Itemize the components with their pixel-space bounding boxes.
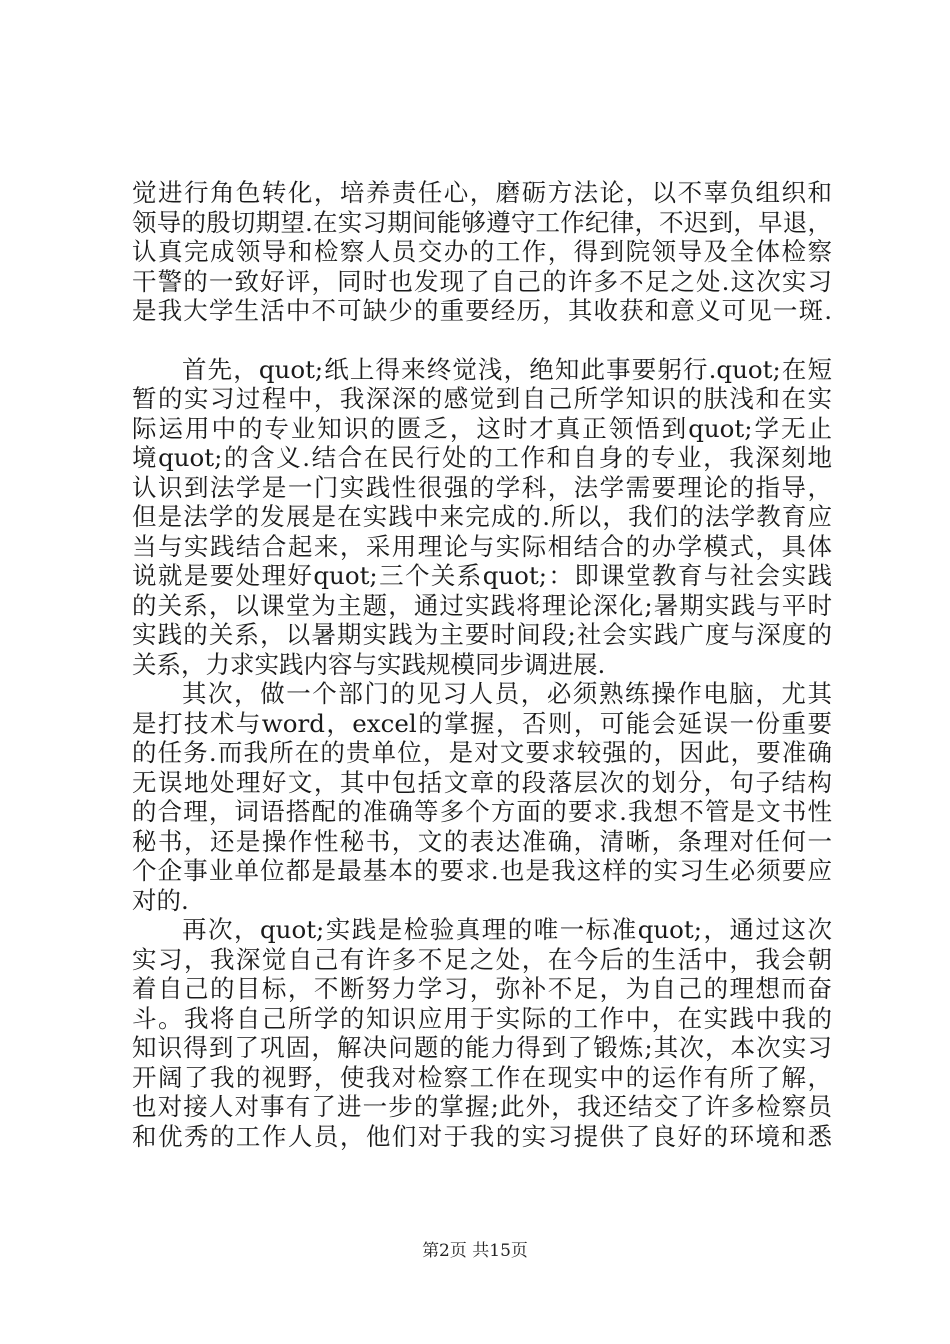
- text-line: 对的.: [132, 885, 189, 915]
- text-line: 当与实践结合起来，采用理论与实际相结合的办学模式，具体: [132, 531, 832, 561]
- text-line: 实习，我深觉自己有许多不足之处，在今后的生活中，我会朝: [132, 944, 832, 974]
- text-line: 的任务.而我所在的贵单位，是对文要求较强的，因此，要准确: [132, 738, 832, 767]
- text-line: 和优秀的工作人员，他们对于我的实习提供了良好的环境和悉: [132, 1121, 832, 1151]
- text-line: 着自己的目标，不断努力学习，弥补不足，为自己的理想而奋: [132, 974, 832, 1003]
- text-line: 开阔了我的视野，使我对检察工作在现实中的运作有所了解，: [132, 1062, 832, 1092]
- text-line: 觉进行角色转化，培养责任心，磨砺方法论，以不辜负组织和: [132, 178, 832, 207]
- text-line: 关系，力求实践内容与实践规模同步调进展.: [132, 649, 606, 679]
- text-line: 但是法学的发展是在实践中来完成的.所以，我们的法学教育应: [132, 502, 832, 531]
- text-line: 首先，quot;纸上得来终觉浅，绝知此事要躬行.quot;在短: [182, 354, 832, 384]
- text-line: 暂的实习过程中，我深深的感觉到自己所学知识的肤浅和在实: [132, 384, 832, 413]
- text-line: 知识得到了巩固，解决问题的能力得到了锻炼;其次，本次实习: [132, 1033, 832, 1062]
- text-line: 是我大学生活中不可缺少的重要经历，其收获和意义可见一斑.: [132, 296, 832, 325]
- text-line: 无误地处理好文，其中包括文章的段落层次的划分，句子结构: [132, 767, 832, 797]
- text-line: 也对接人对事有了进一步的掌握;此外，我还结交了许多检察员: [132, 1092, 832, 1121]
- text-line: 的关系，以课堂为主题，通过实践将理论深化;暑期实践与平时: [132, 590, 832, 620]
- document-body: [132, 178, 832, 1151]
- text-line: 认识到法学是一门实践性很强的学科，法学需要理论的指导，: [132, 472, 832, 502]
- text-line: 境quot;的含义.结合在民行处的工作和自身的专业，我深刻地: [132, 443, 832, 472]
- text-line: 个企事业单位都是最基本的要求.也是我这样的实习生必须要应: [132, 856, 832, 885]
- text-line: 其次，做一个部门的见习人员，必须熟练操作电脑，尤其: [182, 679, 832, 708]
- text-line: 的合理，词语搭配的准确等多个方面的要求.我想不管是文书性: [132, 797, 832, 826]
- text-line: 实践的关系，以暑期实践为主要时间段;社会实践广度与深度的: [132, 620, 832, 649]
- text-line: 是打技术与word，excel的掌握，否则，可能会延误一份重要: [132, 708, 832, 738]
- page-number-footer: 第2页 共15页: [422, 1241, 528, 1261]
- text-line: 说就是要处理好quot;三个关系quot;：即课堂教育与社会实践: [132, 561, 832, 590]
- paragraph-1: [132, 178, 832, 326]
- paragraph-spacer: [132, 326, 832, 355]
- paragraph-3: [132, 679, 832, 915]
- text-line: 斗。我将自己所学的知识应用于实际的工作中，在实践中我的: [132, 1003, 832, 1033]
- text-line: 干警的一致好评，同时也发现了自己的许多不足之处.这次实习: [132, 266, 832, 296]
- paragraph-4: [132, 915, 832, 1151]
- text-line: 再次，quot;实践是检验真理的唯一标准quot;，通过这次: [182, 915, 832, 944]
- text-line: 认真完成领导和检察人员交办的工作，得到院领导及全体检察: [132, 237, 832, 266]
- paragraph-2: [132, 355, 832, 680]
- text-line: 秘书，还是操作性秘书，文的表达准确，清晰，条理对任何一: [132, 826, 832, 856]
- text-line: 际运用中的专业知识的匮乏，这时才真正领悟到quot;学无止: [132, 413, 832, 443]
- text-line: 领导的殷切期望.在实习期间能够遵守工作纪律，不迟到，早退，: [132, 207, 832, 237]
